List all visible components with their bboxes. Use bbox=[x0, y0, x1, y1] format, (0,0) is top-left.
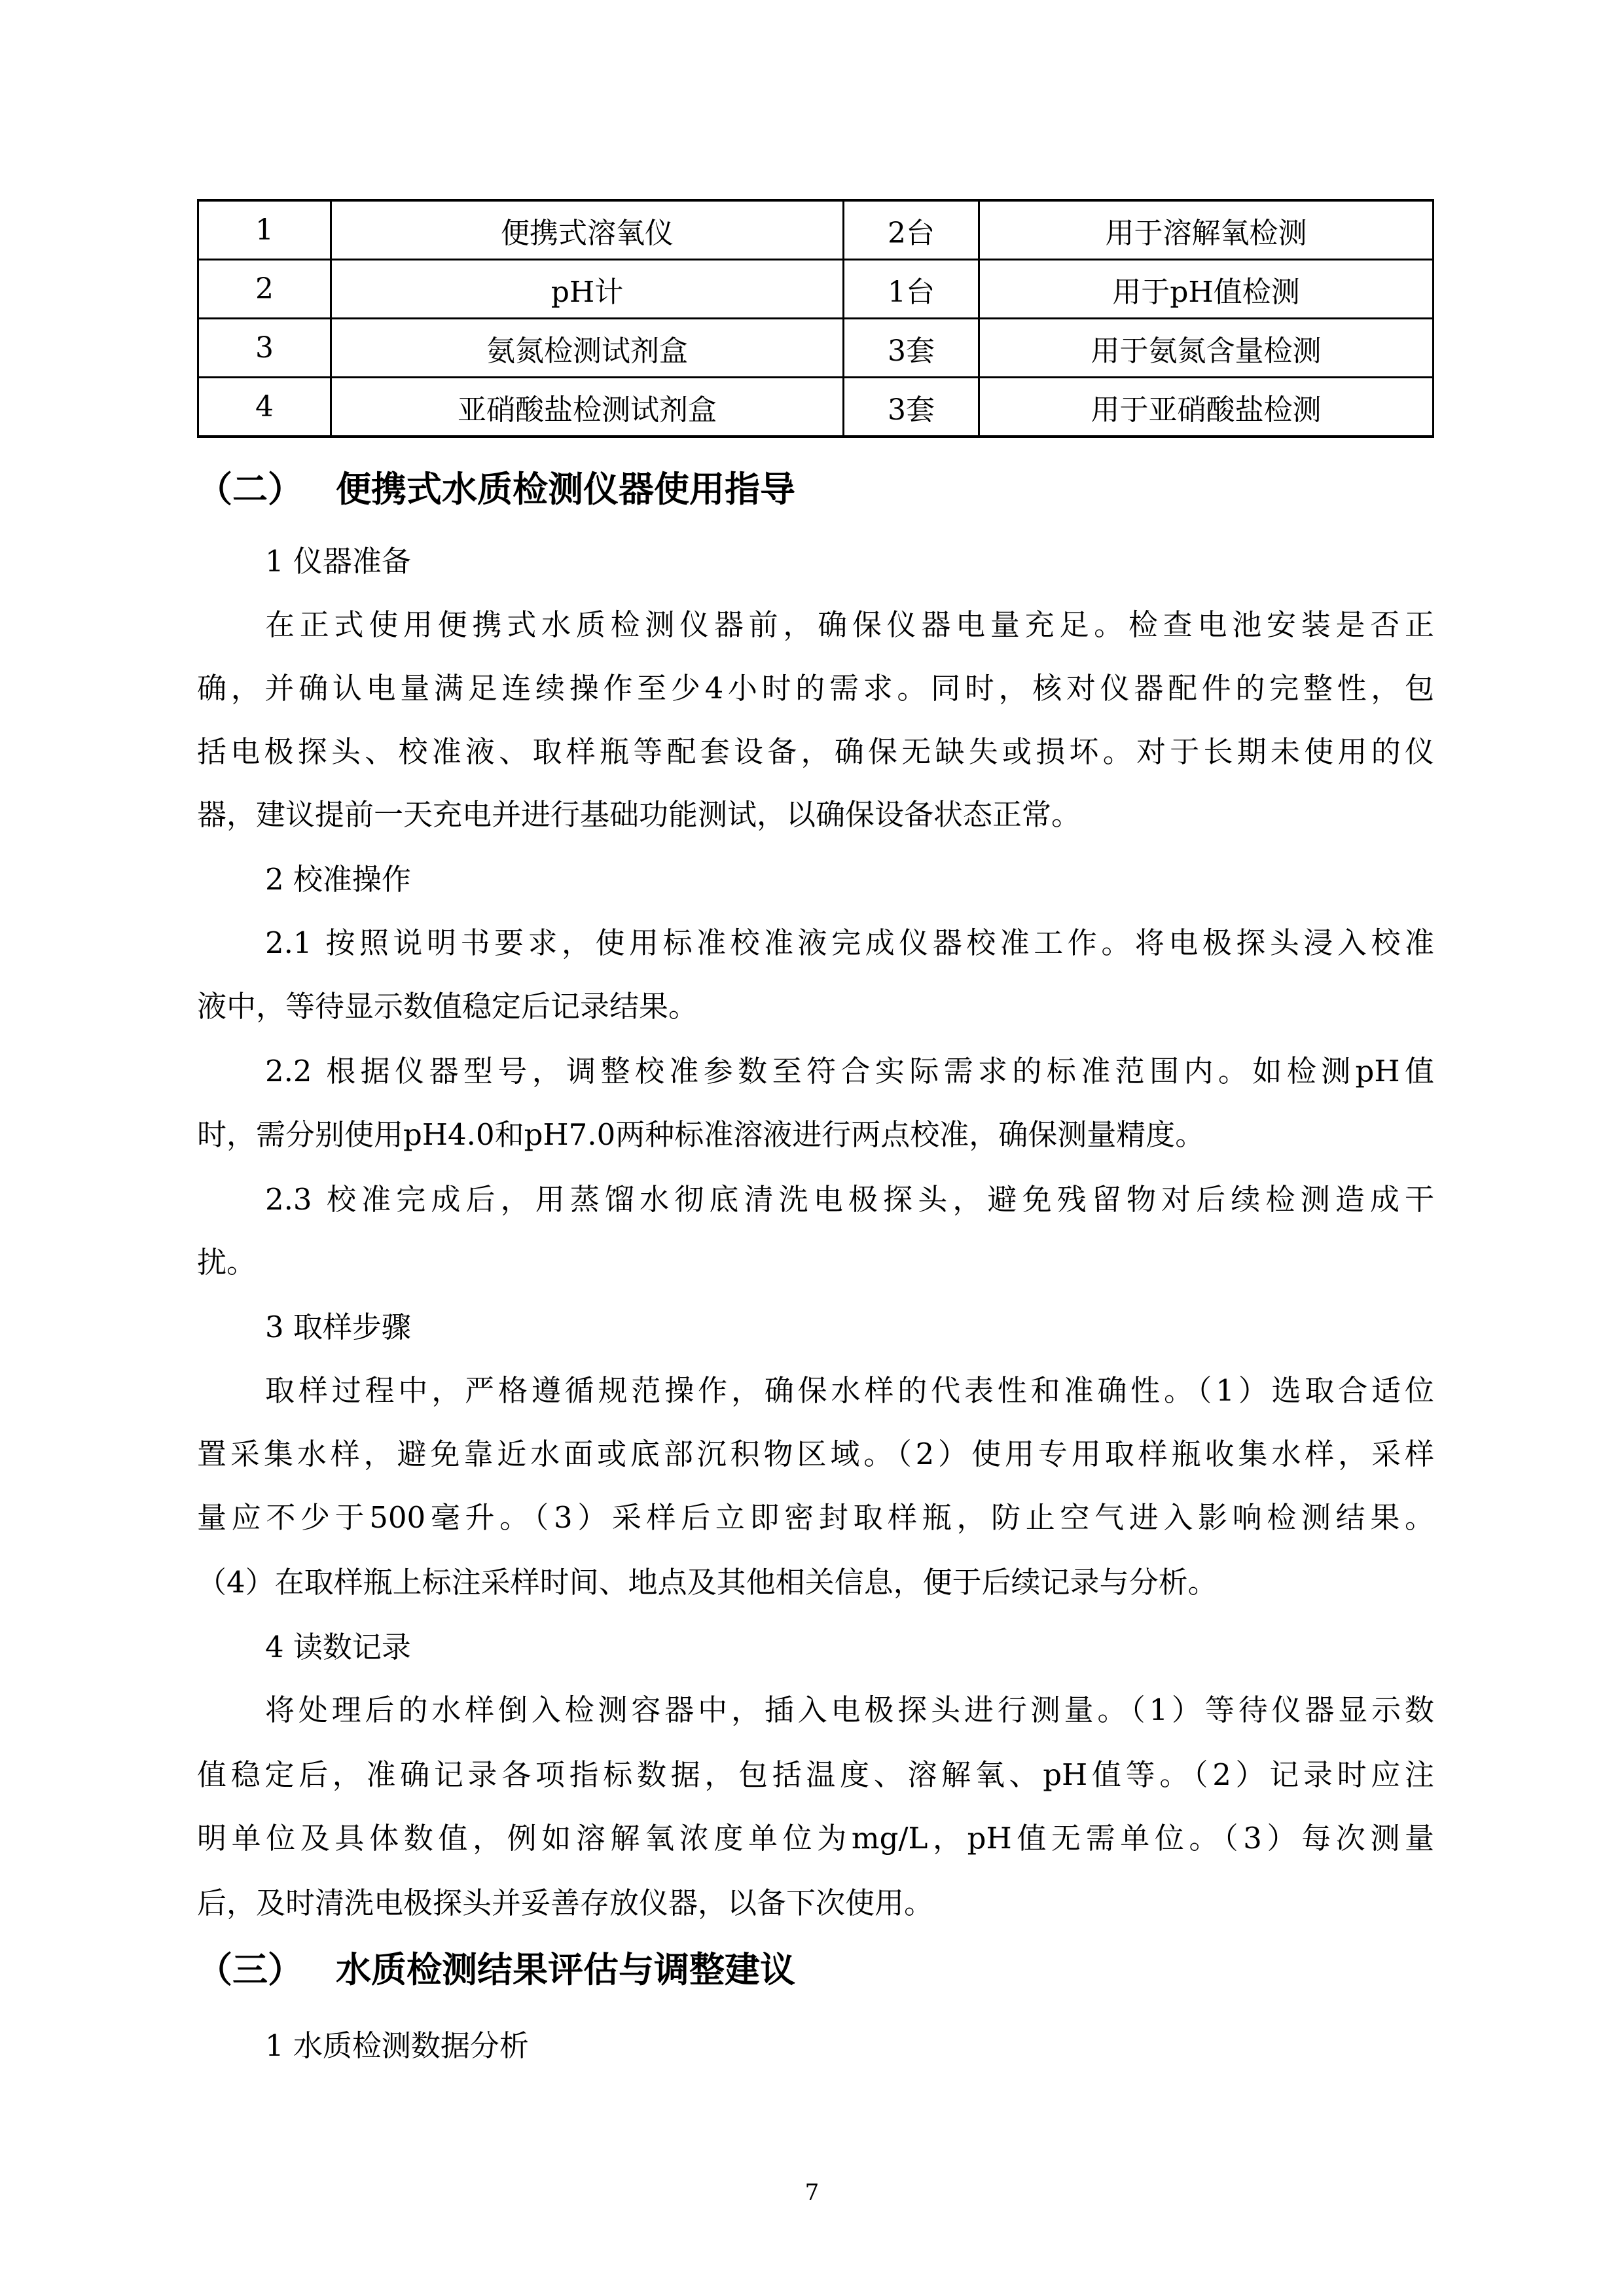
purpose-cell: 用于pH值检测 bbox=[979, 260, 1434, 319]
subheading: 4 读数记录 bbox=[265, 1630, 411, 1664]
paragraph-line: 后，及时清洗电极探头并妥善存放仪器，以备下次使用。 bbox=[197, 1886, 934, 1920]
item-name-cell: 便携式溶氧仪 bbox=[331, 200, 844, 260]
paragraph-line: 扰。 bbox=[197, 1245, 257, 1280]
paragraph-line: 明单位及具体数值，例如溶解氧浓度单位为mg/L，pH值无需单位。（3）每次测量 bbox=[197, 1821, 1434, 1856]
paragraph-line: 2.2 根据仪器型号，调整校准参数至符合实际需求的标准范围内。如检测pH值 bbox=[265, 1054, 1434, 1088]
paragraph-line: 值稳定后，准确记录各项指标数据，包括温度、溶解氧、pH值等。（2）记录时应注 bbox=[197, 1757, 1434, 1792]
item-name-cell: 氨氮检测试剂盒 bbox=[331, 319, 844, 378]
item-name-cell: 亚硝酸盐检测试剂盒 bbox=[331, 378, 844, 437]
table-row bbox=[198, 319, 1434, 378]
section-heading-number: （二） bbox=[197, 469, 303, 510]
subheading: 2 校准操作 bbox=[265, 862, 411, 897]
paragraph-line: 2.3 校准完成后，用蒸馏水彻底清洗电极探头，避免残留物对后续检测造成干 bbox=[265, 1182, 1434, 1217]
row-number-cell: 2 bbox=[198, 260, 331, 319]
section-heading: 便携式水质检测仪器使用指导 bbox=[336, 469, 795, 510]
row-number-cell: 1 bbox=[198, 200, 331, 260]
paragraph-line: 时，需分别使用pH4.0和pH7.0两种标准溶液进行两点校准，确保测量精度。 bbox=[197, 1117, 1205, 1152]
subheading: 1 水质检测数据分析 bbox=[265, 2028, 529, 2063]
item-name-cell: pH计 bbox=[331, 260, 844, 319]
equipment-table bbox=[197, 199, 1434, 438]
paragraph-line: （4）在取样瓶上标注采样时间、地点及其他相关信息，便于后续记录与分析。 bbox=[197, 1565, 1218, 1600]
paragraph-line: 器，建议提前一天充电并进行基础功能测试，以确保设备状态正常。 bbox=[197, 797, 1081, 832]
paragraph-line: 括电极探头、校准液、取样瓶等配套设备，确保无缺失或损坏。对于长期未使用的仪 bbox=[197, 734, 1434, 769]
section-heading-number: （三） bbox=[197, 1949, 303, 1990]
purpose-cell: 用于溶解氧检测 bbox=[979, 200, 1434, 260]
paragraph-line: 取样过程中，严格遵循规范操作，确保水样的代表性和准确性。（1）选取合适位 bbox=[265, 1373, 1434, 1408]
subheading: 1 仪器准备 bbox=[265, 544, 411, 579]
table-row bbox=[198, 200, 1434, 260]
purpose-cell: 用于氨氮含量检测 bbox=[979, 319, 1434, 378]
paragraph-line: 确，并确认电量满足连续操作至少4小时的需求。同时，核对仪器配件的完整性，包 bbox=[197, 671, 1434, 706]
paragraph-line: 置采集水样，避免靠近水面或底部沉积物区域。（2）使用专用取样瓶收集水样，采样 bbox=[197, 1437, 1434, 1471]
row-number-cell: 3 bbox=[198, 319, 331, 378]
quantity-cell: 2台 bbox=[844, 200, 979, 260]
paragraph-line: 在正式使用便携式水质检测仪器前，确保仪器电量充足。检查电池安装是否正 bbox=[265, 607, 1434, 642]
section-heading: 水质检测结果评估与调整建议 bbox=[336, 1949, 795, 1990]
row-number-cell: 4 bbox=[198, 378, 331, 437]
table-row bbox=[198, 260, 1434, 319]
paragraph-line: 液中，等待显示数值稳定后记录结果。 bbox=[197, 989, 698, 1024]
quantity-cell: 3套 bbox=[844, 378, 979, 437]
quantity-cell: 1台 bbox=[844, 260, 979, 319]
table-row bbox=[198, 378, 1434, 437]
page-number: 7 bbox=[804, 2179, 820, 2206]
paragraph-line: 2.1 按照说明书要求，使用标准校准液完成仪器校准工作。将电极探头浸入校准 bbox=[265, 925, 1434, 960]
paragraph-line: 将处理后的水样倒入检测容器中，插入电极探头进行测量。（1）等待仪器显示数 bbox=[265, 1693, 1434, 1727]
purpose-cell: 用于亚硝酸盐检测 bbox=[979, 378, 1434, 437]
paragraph-line: 量应不少于500毫升。（3）采样后立即密封取样瓶，防止空气进入影响检测结果。 bbox=[197, 1500, 1434, 1535]
subheading: 3 取样步骤 bbox=[265, 1310, 411, 1344]
quantity-cell: 3套 bbox=[844, 319, 979, 378]
